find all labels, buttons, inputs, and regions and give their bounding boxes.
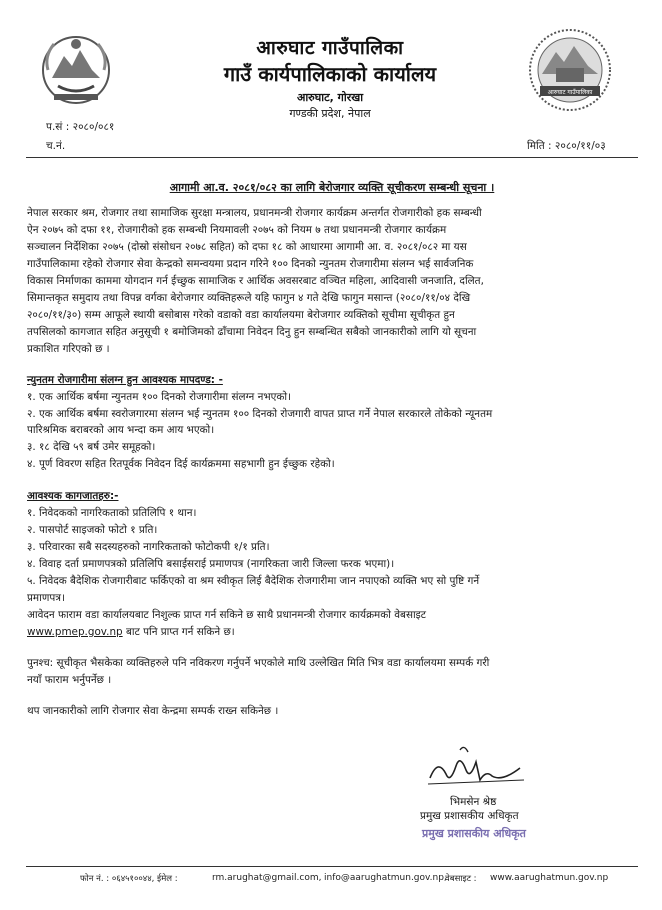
intro-line: सिमान्तकृत समुदाय तथा विपन्न वर्गका बेरोजगार व्यक्तिहरूले यहि फागुन ४ गते देखि फागुन मसान्त (२०८०/११/०४ देखि [27, 292, 471, 304]
website-line [27, 624, 235, 641]
application-form-note: आवेदन फाराम वडा कार्यालयबाट निशुल्क प्राप्त गर्न सकिने छ साथै प्रधानमन्त्री रोजगार कार्यक्रमको वेबसाइट [27, 609, 426, 621]
letter-date: मिति : २०८०/११/०३ [527, 140, 606, 152]
header-divider [26, 157, 638, 158]
document-item: ५. निवेदक बैदेशिक रोजगारीबाट फर्किएको वा श्रम स्वीकृत लिई बैदेशिक रोजगारीमा जान नपाएको व्यक्ति भए सो पुष्टि गर्ने [27, 575, 480, 587]
criteria-item: १. एक आर्थिक बर्षमा न्युनतम १०० दिनको रोजगारीमा संलग्न नभएको। [27, 391, 291, 403]
footer-website-link[interactable]: www.aarughatmun.gov.np [490, 873, 609, 883]
signatory-name: भिमसेन श्रेष्ठ [450, 796, 497, 808]
official-stamp: प्रमुख प्रशासकीय अधिकृत [422, 827, 526, 840]
dispatch-number: च.नं. [46, 140, 66, 152]
criteria-item: ४. पूर्ण विवरण सहित रितपूर्वक निवेदन दिई कार्यक्रममा सहभागी हुन ईच्छुक रहेको। [27, 458, 335, 470]
document-item: ४. विवाह दर्ता प्रमाणपत्रको प्रतिलिपि बसाईसराई प्रमाणपत्र (नागरिकता जारी जिल्ला फरक भएमा)। [27, 558, 395, 570]
pmep-website-link[interactable]: www.pmep.gov.np [27, 626, 123, 638]
logo-caption: आरुघाट गाउँपालिका [547, 89, 593, 96]
signature-icon [420, 740, 530, 792]
org-name: आरुघाट गाउँपालिका [256, 37, 404, 59]
document-item: ३. परिवारका सबै सदस्यहरुको नागरिकताको फोटोकपी १/१ प्रति। [27, 541, 270, 553]
contact-note: थप जानकारीको लागि रोजगार सेवा केन्द्रमा सम्पर्क राख्न सकिनेछ । [27, 705, 279, 717]
criteria-item: ३. १८ देखि ५९ बर्ष उमेर समूहको। [27, 441, 156, 453]
intro-line: प्रकाशित गरिएको छ । [27, 343, 110, 355]
letter-number: प.सं : २०८०/०८१ [46, 121, 115, 133]
postscript-line: पुनश्च: सूचीकृत भैसकेका व्यक्तिहरुले पनि नविकरण गर्नुपर्ने भएकोले माथि उल्लेखित मिति भित्र वडा कार्यालयमा सम्पर्क गरी [27, 657, 490, 669]
nepal-emblem-icon [34, 26, 118, 110]
intro-line: नेपाल सरकार श्रम, रोजगार तथा सामाजिक सुरक्षा मन्त्रालय, प्रधानमन्त्री रोजगार कार्यक्रम अन्तर्गत रोजगारीको हक सम्बन्धी [27, 207, 482, 219]
footer-divider [26, 866, 638, 867]
document-item: २. पासपोर्ट साइजको फोटो १ प्रति। [27, 524, 158, 536]
criteria-heading: न्युनतम रोजगारीमा संलग्न हुन आवश्यक मापदण्ड: - [27, 374, 223, 386]
intro-line: सञ्चालन निर्देशिका २०७५ (दोस्रो संसोधन २०७८ सहित) को दफा १८ को आधारमा आगामी आ. व. २०८१/०८२ मा यस [27, 241, 467, 253]
intro-line: तपसिलको कागजात सहित अनुसूची १ बमोजिमको ढाँचामा निवेदन दिनु हुन सम्बन्धित सबैको जानकारीको लागि यो सूचना [27, 326, 477, 338]
criteria-item: पारिश्रमिक बराबरको आय भन्दा कम आय भएको। [27, 424, 215, 436]
province-name: गण्डकी प्रदेश, नेपाल [289, 107, 371, 120]
footer-email-1[interactable]: rm.arughat@gmail.com, [212, 873, 322, 883]
postscript-line: नयाँ फाराम भर्नुपर्नेछ । [27, 674, 112, 686]
footer-phone: फोन नं. : ०६४५१००४४, ईमेल : [80, 874, 178, 884]
notice-subject: आगामी आ.व. २०८१/०८२ का लागि बेरोजगार व्यक्ति सूचीकरण सम्बन्धी सूचना । [169, 181, 495, 194]
office-address: आरुघाट, गोरखा [296, 91, 364, 104]
office-name: गाउँ कार्यपालिकाको कार्यालय [223, 62, 437, 86]
intro-line: विकास निर्माणका काममा योगदान गर्न ईच्छुक सामाजिक र आर्थिक अवसरबाट वञ्चित महिला, आदिवासी जनजाति, दलित, [27, 275, 484, 287]
criteria-item: २. एक आर्थिक बर्षमा स्वरोजगारमा संलग्न भई न्युनतम १०० दिनको रोजगारी वापत प्राप्त गर्ने नेपाल सरकारले तोकेको न्यूनतम [27, 408, 493, 420]
documents-heading: आवश्यक कागजातहरु:- [27, 490, 119, 502]
footer-email-2[interactable]: info@aarughatmun.gov.np, [324, 873, 447, 883]
intro-line: २०८०/११/३०) सम्म आफूले स्थायी बसोबास गरेको वडाको वडा कार्यालयमा बेरोजगार व्यक्तिको सूचीमा सूचीकृत हुन [27, 309, 455, 321]
intro-line: ऐन २०७५ को दफा ११, रोजगारीको हक सम्बन्धी नियमावली २०७५ को नियम ७ तथा प्रधानमन्त्री रोजगार कार्यक्रम [27, 224, 447, 236]
intro-line: गाउँपालिकामा रहेको रोजगार सेवा केन्द्रको समन्वयमा प्रदान गरिने १०० दिनको न्युनतम रोजगारीमा संलग्न भई सार्वजनिक [27, 258, 474, 270]
signatory-title: प्रमुख प्रशासकीय अधिकृत [420, 810, 519, 822]
footer-website-label: वेबसाइट : [445, 874, 477, 884]
document-item: प्रमाणपत्र। [27, 592, 65, 604]
municipality-logo-icon [526, 26, 614, 114]
document-item: १. निवेदकको नागरिकताको प्रतिलिपि १ थान। [27, 507, 197, 519]
website-suffix: बाट पनि प्राप्त गर्न सकिने छ। [122, 626, 235, 638]
